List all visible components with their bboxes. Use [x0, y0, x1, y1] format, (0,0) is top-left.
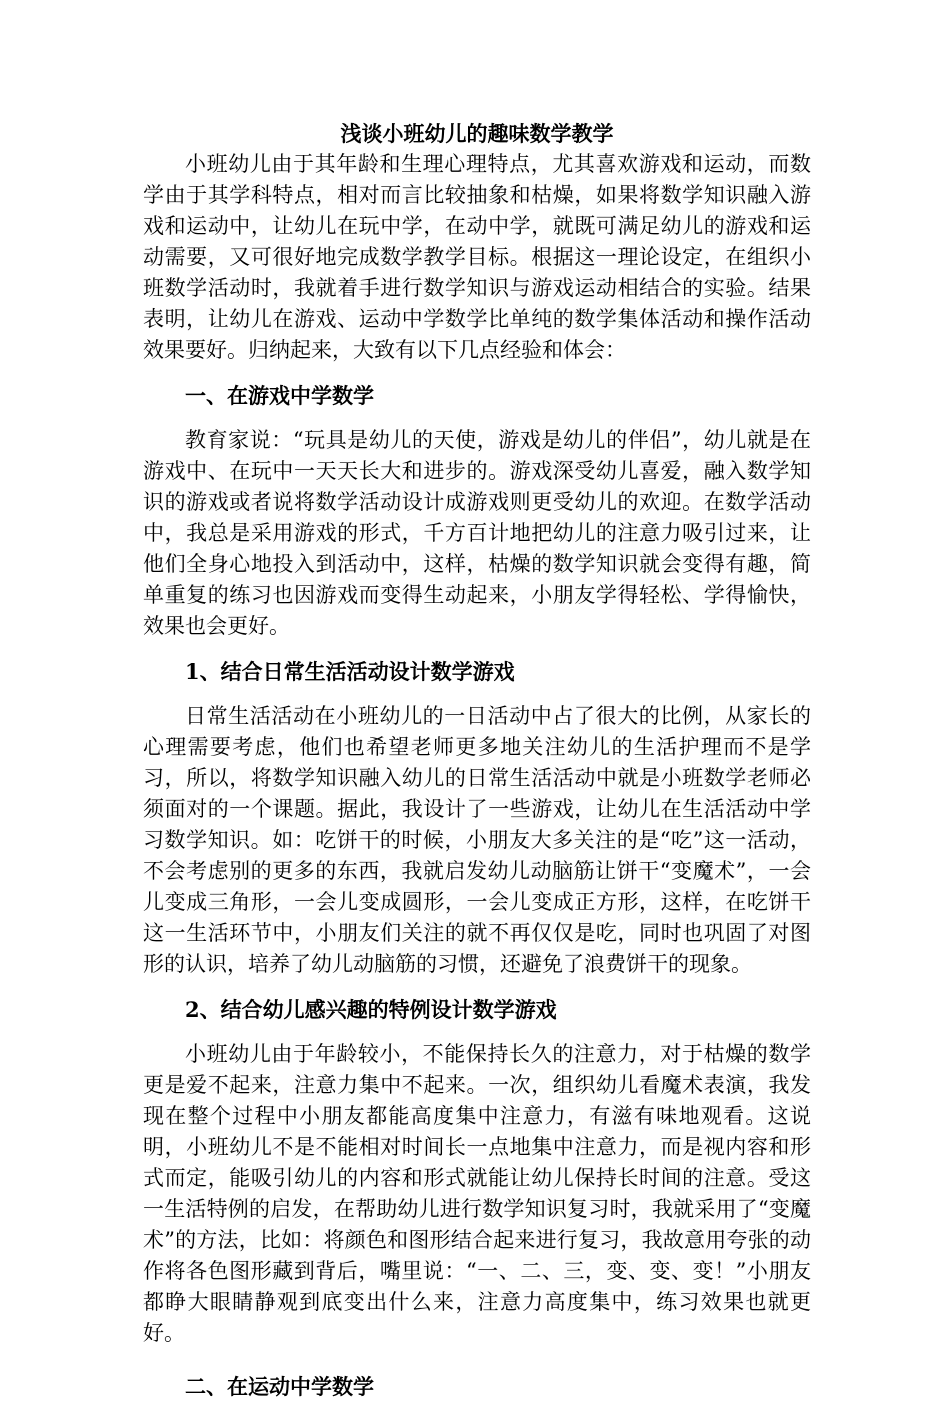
- section-1-heading: 一、在游戏中学数学: [185, 383, 374, 408]
- section-2-heading: 二、在运动中学数学: [185, 1374, 374, 1399]
- section-1-paragraph: 教育家说：“玩具是幼儿的天使，游戏是幼儿的伴侣”，幼儿就是在游戏中、在玩中一天天长大和进步的。游戏深受幼儿喜爱，融入数学知识的游戏或者说将数学活动设计成游戏则更受幼儿的欢迎。在数学活动中，我总是采用游戏的形式，千方百计地把幼儿的注意力吸引过来，让他们全身心地投入到活动中，这样，枯燥的数学知识就会变得有趣，简单重复的练习也因游戏而变得生动起来，小朋友学得轻松、学得愉快，效果也会更好。: [143, 428, 811, 638]
- document-title: 浅谈小班幼儿的趣味数学教学: [340, 121, 614, 146]
- subsection-1-heading: 1、结合日常生活活动设计数学游戏: [185, 659, 515, 684]
- subsection-1-paragraph: 日常生活活动在小班幼儿的一日活动中占了很大的比例，从家长的心理需要考虑，他们也希望老师更多地关注幼儿的生活护理而不是学习，所以，将数学知识融入幼儿的日常生活活动中就是小班数学老师必须面对的一个课题。据此，我设计了一些游戏，让幼儿在生活活动中学习数学知识。如：吃饼干的时候，小朋友大多关注的是“吃”这一活动，不会考虑别的更多的东西，我就启发幼儿动脑筋让饼干“变魔术”，一会儿变成三角形，一会儿变成圆形，一会儿变成正方形，这样，在吃饼干这一生活环节中，小朋友们关注的就不再仅仅是吃，同时也巩固了对图形的认识，培养了幼儿动脑筋的习惯，还避免了浪费饼干的现象。: [143, 704, 811, 976]
- document-body: [143, 118, 811, 1402]
- intro-paragraph: 小班幼儿由于其年龄和生理心理特点，尤其喜欢游戏和运动，而数学由于其学科特点，相对而言比较抽象和枯燥，如果将数学知识融入游戏和运动中，让幼儿在玩中学，在动中学，就既可满足幼儿的游戏和运动需要，又可很好地完成数学教学目标。根据这一理论设定，在组织小班数学活动时，我就着手进行数学知识与游戏运动相结合的实验。结果表明，让幼儿在游戏、运动中学数学比单纯的数学集体活动和操作活动效果要好。归纳起来，大致有以下几点经验和体会：: [143, 152, 811, 362]
- subsection-2-paragraph: 小班幼儿由于年龄较小，不能保持长久的注意力，对于枯燥的数学更是爱不起来，注意力集中不起来。一次，组织幼儿看魔术表演，我发现在整个过程中小朋友都能高度集中注意力，有滋有味地观看。这说明，小班幼儿不是不能相对时间长一点地集中注意力，而是视内容和形式而定，能吸引幼儿的内容和形式就能让幼儿保持长时间的注意。受这一生活特例的启发，在帮助幼儿进行数学知识复习时，我就采用了“变魔术”的方法，比如：将颜色和图形结合起来进行复习，我故意用夸张的动作将各色图形藏到背后，嘴里说：“一、二、三，变、变、变！”小朋友都睁大眼睛静观到底变出什么来，注意力高度集中，练习效果也就更好。: [143, 1042, 811, 1345]
- subsection-2-heading: 2、结合幼儿感兴趣的特例设计数学游戏: [185, 997, 557, 1022]
